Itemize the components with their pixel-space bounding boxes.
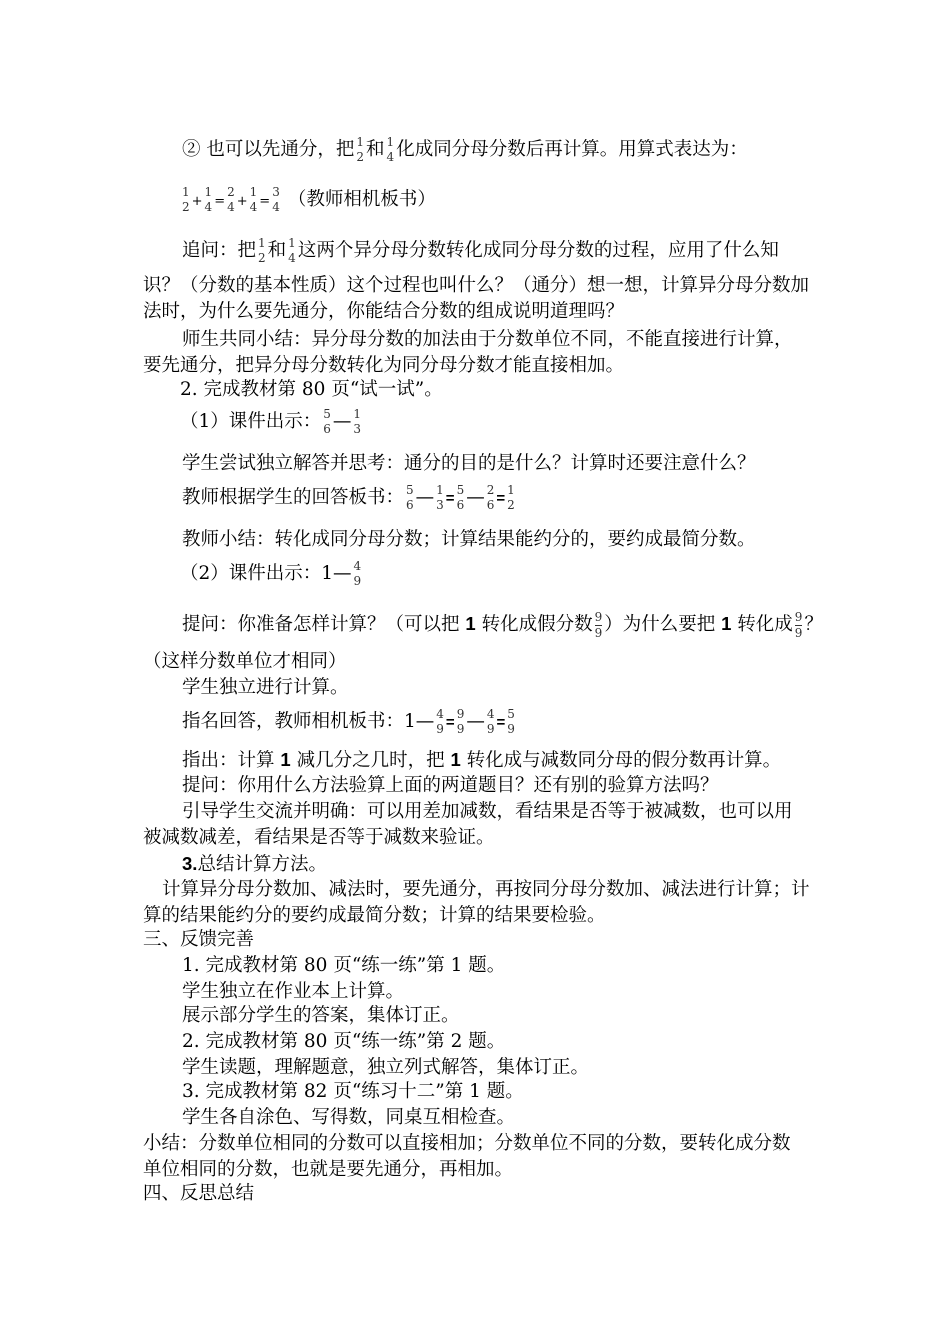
paragraph-line: 计算异分母分数加、减法时，要先通分，再按同分母分数加、减法进行计算；计 [162, 879, 810, 900]
paragraph-line: 学生读题，理解题意，独立列式解答，集体订正。 [182, 1057, 590, 1078]
paragraph-line: 展示部分学生的答案，集体订正。 [182, 1005, 460, 1026]
paragraph-line [180, 554, 363, 594]
paragraph-line [182, 231, 779, 271]
denominator: 4 [386, 150, 395, 164]
text-run: ？ [804, 614, 823, 635]
numerator: 1 [182, 185, 190, 199]
fraction [507, 707, 515, 737]
numerator: 1 [288, 236, 296, 250]
number: 3. [182, 853, 198, 874]
fraction [406, 483, 414, 513]
operator: = [496, 714, 506, 731]
text-run: 和 [267, 240, 287, 261]
text-run: 这两个异分母分数转化成同分母分数的过程，应用了什么知 [297, 240, 779, 261]
numerator: 1 [249, 185, 258, 199]
fraction [272, 185, 280, 215]
numerator: 1 [258, 236, 266, 250]
fraction [353, 407, 361, 437]
text-run: 指名回答，教师相机板书：1— [182, 711, 435, 732]
text-run: （教师相机板书） [287, 189, 436, 210]
fraction [487, 707, 495, 737]
denominator: 4 [288, 251, 296, 265]
paragraph-line: 识？（分数的基本性质）这个过程也叫什么？（通分）想一想，计算异分母分数加 [143, 275, 810, 296]
paragraph-line: 学生独立进行计算。 [182, 677, 349, 698]
paragraph-line: 1. 完成教材第 80 页“练一练”第 1 题。 [182, 955, 506, 976]
text-run: 和 [366, 139, 385, 160]
paragraph-line [182, 478, 517, 518]
text-run: ② 也可以先通分，把 [182, 139, 355, 160]
numerator: 5 [406, 483, 414, 497]
paragraph-line: 2. 完成教材第 80 页“练一练”第 2 题。 [182, 1031, 506, 1052]
number: 1 [465, 613, 476, 634]
numerator: 1 [386, 135, 395, 149]
denominator: 9 [486, 722, 495, 736]
numerator: 3 [272, 185, 280, 199]
paragraph-line [182, 746, 781, 774]
text-run: （2）课件出示：1— [180, 563, 352, 584]
denominator: 6 [406, 498, 414, 512]
denominator: 6 [486, 498, 495, 512]
section-subheading [182, 850, 327, 878]
paragraph-line: 要先通分，把异分母分数转化为同分母分数才能直接相加。 [143, 355, 625, 376]
numerator: 1 [353, 407, 362, 421]
fraction [288, 236, 296, 266]
operator: = [214, 194, 226, 209]
numerator: 1 [507, 483, 515, 497]
operator: = [259, 194, 271, 209]
text-run: 指出：计算 [182, 750, 281, 771]
text-run: 转化成假分数 [475, 614, 593, 635]
fraction [182, 185, 190, 215]
numerator: 5 [507, 707, 515, 721]
numerator: 9 [456, 707, 465, 721]
fraction [595, 610, 603, 641]
paragraph-line: 2. 完成教材第 80 页“试一试”。 [180, 379, 443, 400]
fraction [227, 185, 235, 215]
numerator: 4 [486, 707, 495, 721]
numerator: 1 [204, 185, 213, 199]
denominator: 3 [353, 422, 362, 436]
number: 1 [450, 749, 461, 770]
paragraph-line: 法时，为什么要先通分，你能结合分数的组成说明道理吗？ [143, 301, 625, 322]
operator: = [496, 490, 506, 507]
denominator: 3 [436, 498, 444, 512]
text-run: 总结计算方法。 [197, 854, 327, 875]
paragraph-line: 单位相同的分数，也就是要先通分，再相加。 [143, 1159, 514, 1180]
paragraph-line [182, 604, 823, 644]
numerator: 9 [794, 609, 803, 624]
operator: — [332, 411, 352, 432]
operator: + [236, 194, 248, 209]
denominator: 9 [456, 722, 465, 736]
fraction [258, 236, 266, 266]
fraction [487, 483, 495, 513]
operator: — [415, 487, 435, 508]
denominator: 2 [507, 498, 515, 512]
fraction [354, 559, 362, 589]
section-heading: 四、反思总结 [143, 1183, 255, 1204]
fraction [457, 707, 465, 737]
paragraph-line: 小结：分数单位相同的分数可以直接相加；分数单位不同的分数，要转化成分数 [143, 1133, 791, 1154]
fraction [323, 407, 331, 437]
denominator: 4 [272, 200, 280, 214]
operator: — [466, 711, 485, 732]
text-run: 转化成与减数同分母的假分数再计算。 [460, 750, 782, 771]
denominator: 4 [204, 200, 213, 214]
numerator: 5 [456, 483, 465, 497]
text-run: 提问：你准备怎样计算？（可以把 [182, 614, 466, 635]
operator: + [191, 194, 203, 209]
numerator: 1 [356, 135, 365, 149]
denominator: 9 [594, 625, 603, 640]
fraction [436, 483, 444, 513]
paragraph-line: 学生各自涂色、写得数，同桌互相检查。 [182, 1107, 516, 1128]
numerator: 2 [227, 185, 235, 199]
paragraph-line: （这样分数单位才相同） [143, 651, 347, 672]
fraction [457, 483, 465, 513]
number: 1 [721, 613, 732, 634]
paragraph-line: 3. 完成教材第 82 页“练习十二”第 1 题。 [182, 1081, 524, 1102]
paragraph-line [182, 702, 517, 742]
denominator: 4 [227, 200, 235, 214]
operator: = [445, 490, 455, 507]
numerator: 1 [436, 483, 444, 497]
denominator: 2 [258, 251, 266, 265]
paragraph-line [180, 402, 363, 442]
paragraph-line: 教师小结：转化成同分母分数；计算结果能约分的，要约成最简分数。 [182, 529, 756, 550]
denominator: 9 [507, 722, 515, 736]
fraction [356, 135, 364, 165]
paragraph-line: 算的结果能约分的要约成最简分数；计算的结果要检验。 [143, 905, 606, 926]
text-run: 教师根据学生的回答板书： [182, 487, 405, 508]
text-run: 转化成 [731, 614, 793, 635]
denominator: 2 [182, 200, 190, 214]
paragraph-line: 引导学生交流并明确：可以用差加减数，看结果是否等于被减数，也可以用 [182, 801, 793, 822]
paragraph-line: 提问：你用什么方法验算上面的两道题目？还有别的验算方法吗？ [182, 775, 719, 796]
numerator: 2 [486, 483, 495, 497]
denominator: 9 [794, 625, 803, 640]
denominator: 6 [456, 498, 465, 512]
operator: = [445, 714, 455, 731]
fraction [205, 185, 213, 215]
fraction [387, 135, 395, 165]
number: 1 [280, 749, 291, 770]
denominator: 4 [249, 200, 258, 214]
text-run: （1）课件出示： [180, 411, 322, 432]
text-run: 追问：把 [182, 240, 257, 261]
paragraph-line [182, 130, 748, 170]
text-run: 化成同分母分数后再计算。用算式表达为： [396, 139, 748, 160]
denominator: 9 [436, 722, 444, 736]
paragraph-line: 被减数减差，看结果是否等于减数来验证。 [143, 827, 495, 848]
text-run: 减几分之几时，把 [290, 750, 451, 771]
operator: — [466, 487, 485, 508]
fraction [250, 185, 258, 215]
equation-line [180, 180, 436, 220]
numerator: 5 [323, 407, 331, 421]
numerator: 4 [436, 707, 444, 721]
text-run: ）为什么要把 [604, 614, 722, 635]
paragraph-line: 学生尝试独立解答并思考：通分的目的是什么？计算时还要注意什么？ [182, 453, 756, 474]
paragraph-line: 学生独立在作业本上计算。 [182, 981, 405, 1002]
paragraph-line: 师生共同小结：异分母分数的加法由于分数单位不同，不能直接进行计算， [182, 329, 793, 350]
denominator: 6 [323, 422, 331, 436]
fraction [795, 610, 803, 641]
denominator: 9 [353, 574, 362, 588]
fraction [436, 707, 444, 737]
numerator: 9 [594, 609, 603, 624]
fraction [507, 483, 515, 513]
denominator: 2 [356, 150, 365, 164]
numerator: 4 [353, 559, 362, 573]
section-heading: 三、反馈完善 [143, 929, 255, 950]
